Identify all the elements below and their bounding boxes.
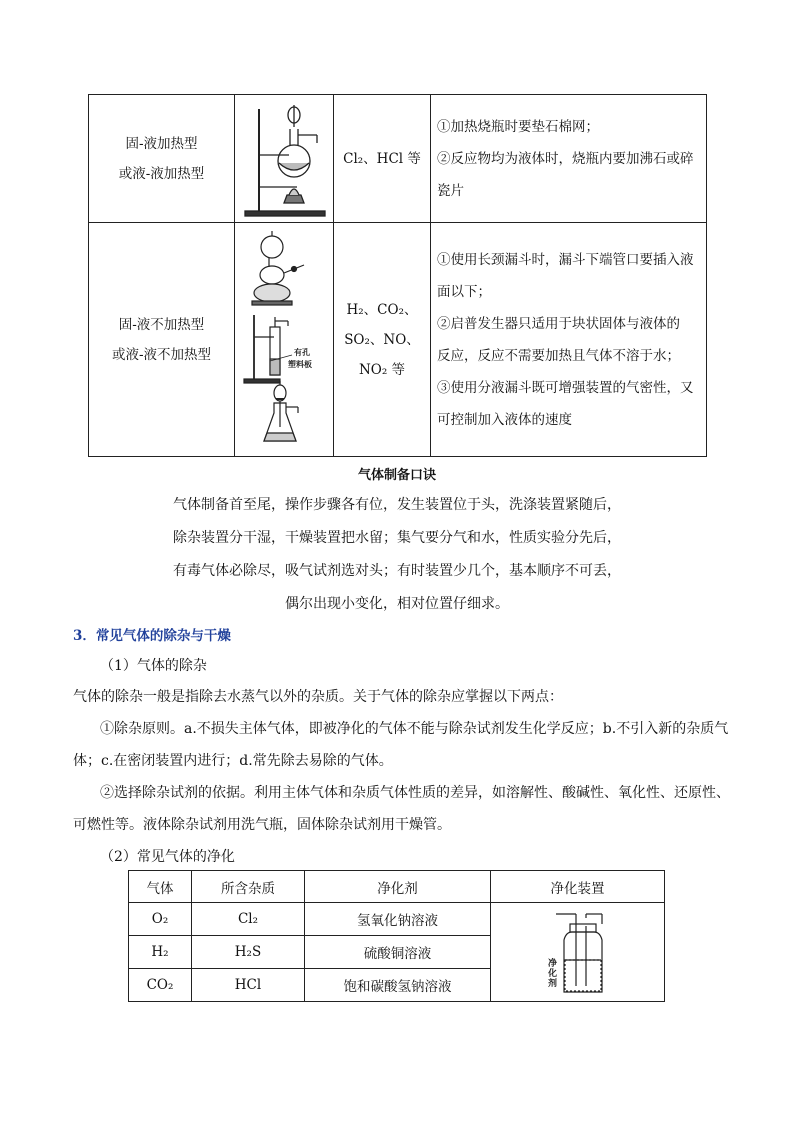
gas-line: NO₂ 等 xyxy=(358,361,406,378)
subsection-heading: （2）常见气体的净化 xyxy=(100,849,235,865)
apparatus-type-cell xyxy=(89,223,235,457)
table-cell: HCl xyxy=(192,969,305,1002)
note-line: ③使用分液漏斗既可增强装置的气密性，又 xyxy=(437,379,694,396)
table-cell: 氢氧化钠溶液 xyxy=(305,903,491,936)
mnemonic-line: 气体制备首至尾，操作步骤各有位，发生装置位于头，洗涤装置紧随后， xyxy=(173,497,621,513)
apparatus-type-label: 固-液不加热型 xyxy=(118,316,205,333)
gas-line: H₂、CO₂、 xyxy=(346,301,418,318)
note-line: ①加热烧瓶时要垫石棉网； xyxy=(437,118,599,135)
paragraph: 可燃性等。液体除杂试剂用洗气瓶，固体除杂试剂用干燥管。 xyxy=(73,817,451,833)
table-cell: 饱和碳酸氢钠溶液 xyxy=(305,969,491,1002)
note-line: ②启普发生器只适用于块状固体与液体的 xyxy=(437,315,680,332)
note-line: ①使用长颈漏斗时，漏斗下端管口要插入液 xyxy=(437,251,694,268)
gas-cell: Cl₂、HCl 等 xyxy=(334,95,431,223)
table-cell: Cl₂ xyxy=(192,903,305,936)
purification-table xyxy=(128,870,665,1002)
mnemonic-line: 有毒气体必除尽，吸气试剂选对头；有时装置少几个，基本顺序不可丢， xyxy=(173,563,621,579)
table-header: 净化装置 xyxy=(491,871,665,903)
paragraph: ②选择除杂试剂的依据。利用主体气体和杂质气体性质的差异，如溶解性、酸碱性、氧化性、还原性、 xyxy=(100,785,730,801)
notes-cell xyxy=(431,95,707,223)
mnemonic-line: 偶尔出现小变化，相对位置仔细求。 xyxy=(285,596,509,612)
device-cell xyxy=(491,903,665,1002)
apparatus-image-cell xyxy=(235,95,334,223)
paragraph: 气体的除杂一般是指除去水蒸气以外的杂质。关于气体的除杂应掌握以下两点： xyxy=(73,689,563,705)
table-header: 气体 xyxy=(129,871,192,903)
notes-cell xyxy=(431,223,707,457)
note-line: 可控制加入液体的速度 xyxy=(437,411,572,428)
mnemonic-line: 除杂装置分干湿，干燥装置把水留；集气要分气和水，性质实验分先后， xyxy=(173,530,621,546)
note-line: 面以下； xyxy=(437,283,491,300)
unheated-apparatus-icon xyxy=(238,227,330,453)
section-heading: 3．常见气体的除杂与干燥 xyxy=(73,628,231,644)
table-cell: O₂ xyxy=(129,903,192,936)
porous-plate-label: 有孔 xyxy=(294,347,310,357)
porous-plate-label: 塑料板 xyxy=(288,359,312,369)
table-row xyxy=(89,95,707,223)
apparatus-type-label: 或液-液不加热型 xyxy=(111,346,212,363)
note-line: 反应，反应不需要加热且气体不溶于水； xyxy=(437,347,680,364)
table-header-row xyxy=(129,871,665,903)
note-line: ②反应物均为液体时，烧瓶内要加沸石或碎 xyxy=(437,150,694,167)
subsection-heading: （1）气体的除杂 xyxy=(100,658,207,674)
gas-line: SO₂、NO、 xyxy=(344,331,420,348)
table-cell: H₂ xyxy=(129,936,192,969)
gas-generation-table xyxy=(88,94,707,457)
apparatus-image-cell xyxy=(235,223,334,457)
apparatus-type-label: 或液-液加热型 xyxy=(118,165,205,182)
note-line: 瓷片 xyxy=(437,182,464,199)
table-cell: H₂S xyxy=(192,936,305,969)
paragraph: 体；c.在密闭装置内进行；d.常先除去易除的气体。 xyxy=(73,753,393,769)
table-cell: 硫酸铜溶液 xyxy=(305,936,491,969)
apparatus-type-label: 固-液加热型 xyxy=(125,135,198,152)
device-label: 净化剂 xyxy=(547,959,557,989)
gas-washing-bottle-icon xyxy=(538,906,618,998)
table-header: 净化剂 xyxy=(305,871,491,903)
table-cell: CO₂ xyxy=(129,969,192,1002)
heated-flask-apparatus-icon xyxy=(239,99,329,219)
table-row xyxy=(129,903,665,936)
gas-cell xyxy=(334,223,431,457)
table-header: 所含杂质 xyxy=(192,871,305,903)
paragraph: ①除杂原则。a.不损失主体气体，即被净化的气体不能与除杂试剂发生化学反应；b.不引入新的杂质气 xyxy=(100,721,729,737)
table-row xyxy=(89,223,707,457)
mnemonic-title: 气体制备口诀 xyxy=(357,468,436,483)
apparatus-type-cell xyxy=(89,95,235,223)
